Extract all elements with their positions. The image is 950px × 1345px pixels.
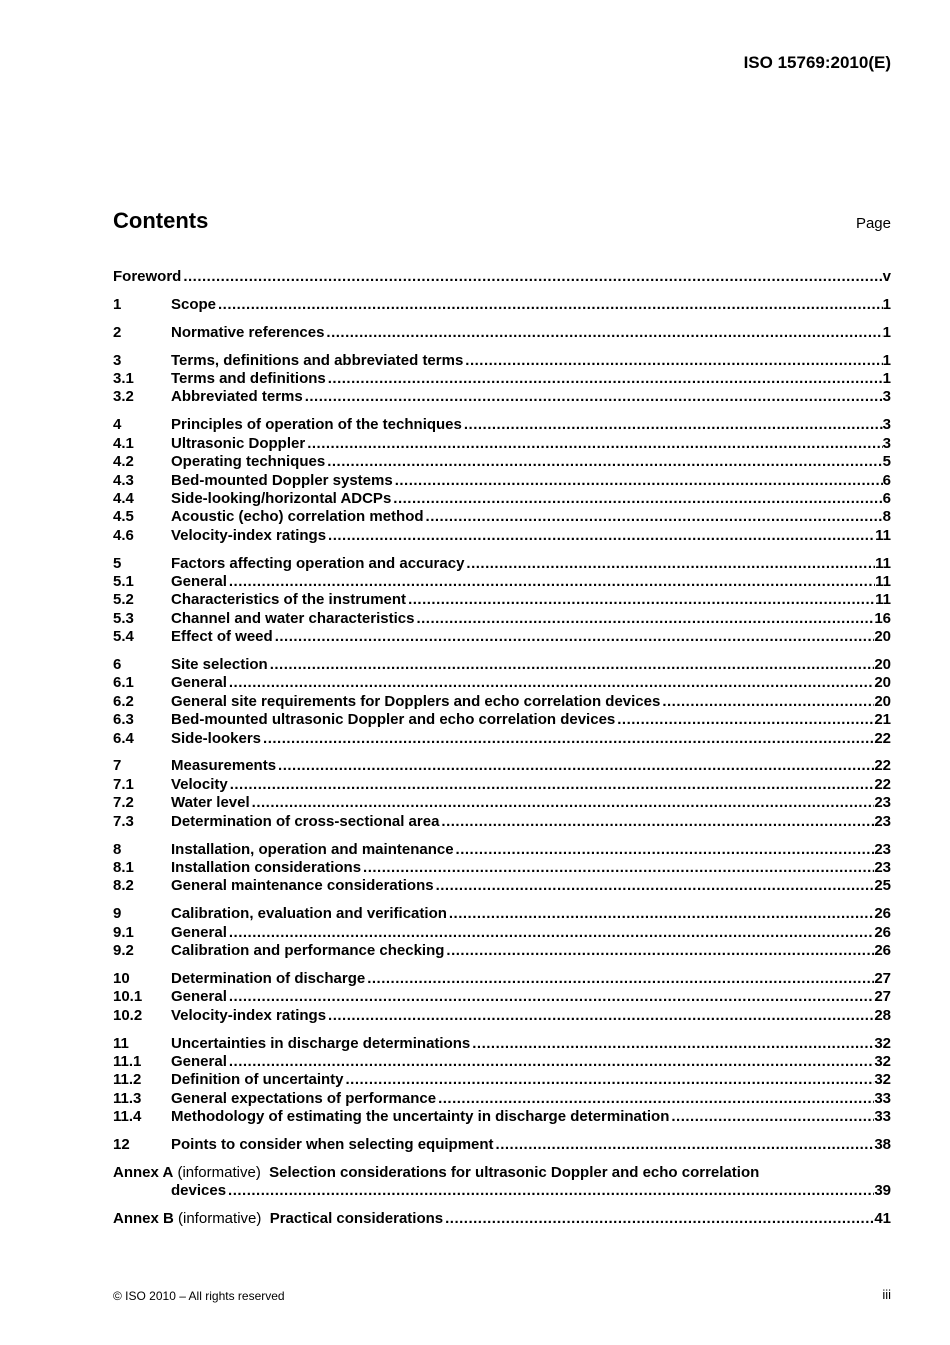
- toc-entry[interactable]: [113, 508, 891, 526]
- dot-leader: [496, 1136, 875, 1154]
- dot-leader: [229, 573, 875, 591]
- toc-entry-title: General expectations of performance: [171, 1089, 437, 1107]
- toc-entry-page: 20: [874, 692, 891, 710]
- toc-entry-number: 11: [113, 1034, 129, 1052]
- dot-leader: [263, 730, 874, 748]
- toc-entry-number: 6.3: [113, 711, 134, 729]
- dot-leader: [662, 693, 874, 711]
- dot-leader: [229, 1053, 874, 1071]
- toc-entry-title: Scope: [171, 295, 217, 313]
- toc-entry[interactable]: [113, 794, 891, 812]
- dot-leader: [328, 370, 883, 388]
- dot-leader: [671, 1108, 874, 1126]
- toc-entry-number: 11.2: [113, 1071, 142, 1089]
- toc-entry-number: 3.1: [113, 370, 134, 388]
- toc-entry-page: 28: [874, 1006, 891, 1024]
- toc-entry-number: 7.3: [113, 812, 134, 830]
- toc-entry-number: 3.2: [113, 388, 134, 406]
- toc-entry-page: 20: [874, 656, 891, 674]
- toc-entry[interactable]: [113, 1007, 891, 1025]
- toc-entry-number: 8: [113, 840, 122, 858]
- toc-entry-page: 23: [874, 858, 891, 876]
- toc-entry-number: 1: [113, 295, 122, 313]
- toc-entry[interactable]: [113, 1053, 891, 1071]
- dot-leader: [228, 1182, 874, 1200]
- toc-entry[interactable]: [113, 388, 891, 406]
- toc-entry-page: 11: [875, 526, 891, 544]
- toc-entry-page: 32: [874, 1034, 891, 1052]
- dot-leader: [393, 490, 882, 508]
- toc-entry-number: 12: [113, 1136, 130, 1154]
- toc-entry-page: 32: [874, 1071, 891, 1089]
- toc-entry-page: 23: [874, 840, 891, 858]
- toc-entry-number: 8.2: [113, 877, 134, 895]
- toc-entry-page: 27: [874, 969, 891, 987]
- dot-leader: [456, 841, 875, 859]
- toc-group: [113, 352, 891, 407]
- toc-entry-title: Operating techniques: [171, 453, 326, 471]
- toc-entry[interactable]: [113, 453, 891, 471]
- annex-page: 41: [874, 1210, 891, 1228]
- toc-entry[interactable]: [113, 905, 891, 923]
- toc-entry[interactable]: [113, 757, 891, 775]
- toc-entry[interactable]: [113, 841, 891, 859]
- toc-entry-number: 4.1: [113, 434, 134, 452]
- toc-entry-number: 10.1: [113, 988, 143, 1006]
- toc-entry-number: 6.2: [113, 692, 134, 710]
- toc-entry-number: 5.3: [113, 609, 134, 627]
- toc-entry[interactable]: [113, 610, 891, 628]
- toc-entry-number: 3: [113, 351, 122, 369]
- dot-leader: [230, 776, 875, 794]
- toc-entry-number: 4.6: [113, 526, 134, 544]
- toc-entry[interactable]: [113, 296, 891, 314]
- toc-entry-number: 5.1: [113, 572, 134, 590]
- toc-entry-title: Methodology of estimating the uncertainty in discharge determination: [171, 1108, 670, 1126]
- toc-group: [113, 555, 891, 647]
- annex-entry[interactable]: [113, 1210, 891, 1228]
- toc-entry-title: Calibration, evaluation and verification: [171, 905, 447, 923]
- toc-entry-page: 25: [874, 877, 891, 895]
- toc-entry-page: 22: [874, 729, 891, 747]
- toc-entry-number: 10: [113, 969, 130, 987]
- toc-entry[interactable]: [113, 877, 891, 895]
- dot-leader: [472, 1035, 874, 1053]
- toc-entry-page: 26: [874, 905, 891, 923]
- toc-entry[interactable]: [113, 591, 891, 609]
- toc-entry[interactable]: [113, 674, 891, 692]
- toc-entry-title: Velocity-index ratings: [171, 526, 327, 544]
- copyright-notice: © ISO 2010 – All rights reserved: [113, 1289, 285, 1303]
- dot-leader: [229, 988, 874, 1006]
- toc-entry-title: General site requirements for Dopplers and echo correlation devices: [171, 692, 661, 710]
- toc-entry[interactable]: [113, 1071, 891, 1089]
- table-of-contents: [113, 268, 891, 1238]
- annex-title: Selection considerations for ultrasonic Doppler and echo correlation: [269, 1163, 760, 1181]
- dot-leader: [416, 610, 874, 628]
- dot-leader: [278, 757, 874, 775]
- toc-entry-title: Calibration and performance checking: [171, 942, 445, 959]
- toc-entry-number: 8.1: [113, 858, 134, 876]
- toc-group: [113, 970, 891, 1025]
- dot-leader: [305, 388, 883, 406]
- toc-entry-page: 20: [874, 674, 891, 692]
- toc-entry[interactable]: [113, 988, 891, 1006]
- toc-group: [113, 905, 891, 960]
- dot-leader: [307, 435, 882, 453]
- dot-leader: [367, 970, 874, 988]
- toc-entry-title: General: [171, 988, 227, 1006]
- toc-entry[interactable]: [113, 370, 891, 388]
- dot-leader: [328, 1007, 874, 1025]
- toc-entry-title: Acoustic (echo) correlation method: [171, 508, 424, 526]
- toc-entry-title: Factors affecting operation and accuracy: [171, 554, 465, 572]
- toc-entry[interactable]: [113, 435, 891, 453]
- toc-entry-page: 1: [882, 351, 891, 369]
- toc-entry-page: 1: [882, 370, 891, 388]
- toc-group: [113, 1035, 891, 1127]
- toc-entry-title: Installation considerations: [171, 858, 362, 876]
- toc-entry[interactable]: [113, 555, 891, 573]
- toc-entry-page: 3: [882, 416, 891, 434]
- document-id: ISO 15769:2010(E): [743, 53, 891, 72]
- annex-heading: [113, 1210, 445, 1228]
- dot-leader: [445, 1210, 874, 1228]
- toc-entry-number: 10.2: [113, 1006, 143, 1024]
- dot-leader: [436, 877, 875, 895]
- toc-entry[interactable]: [113, 656, 891, 674]
- toc-entry-page: 8: [882, 508, 891, 526]
- toc-entry-number: 4.2: [113, 453, 134, 471]
- toc-entry-number: 7: [113, 757, 122, 775]
- toc-entry[interactable]: [113, 730, 891, 748]
- toc-entry-number: 7.2: [113, 794, 134, 812]
- toc-entry[interactable]: [113, 472, 891, 490]
- dot-leader: [395, 472, 883, 490]
- toc-entry-title: Determination of cross-sectional area: [171, 812, 440, 830]
- page-number: iii: [882, 1287, 891, 1302]
- toc-entry-page: 33: [874, 1089, 891, 1107]
- toc-entry-number: 4.5: [113, 508, 134, 526]
- toc-entry[interactable]: [113, 970, 891, 988]
- dot-leader: [326, 324, 882, 342]
- annex-entry[interactable]: [113, 1164, 891, 1201]
- page-column-label: Page: [855, 215, 891, 232]
- toc-entry[interactable]: [113, 628, 891, 646]
- toc-entry-title: Terms and definitions: [171, 370, 326, 388]
- toc-entry-page: 22: [874, 757, 891, 775]
- toc-entry-number: 4: [113, 416, 122, 434]
- toc-entry-page: 11: [875, 554, 891, 572]
- toc-entry[interactable]: [113, 693, 891, 711]
- dot-leader: [363, 859, 874, 877]
- dot-leader: [229, 674, 874, 692]
- toc-entry-title: General: [171, 923, 227, 941]
- dot-leader: [465, 352, 882, 370]
- annex-title-line2: devices: [171, 1182, 227, 1200]
- toc-entry-title: Abbreviated terms: [171, 388, 303, 406]
- toc-entry-number: 9.2: [113, 942, 134, 959]
- dot-leader: [408, 591, 875, 609]
- toc-entry[interactable]: [113, 527, 891, 545]
- toc-entry-title: Characteristics of the instrument: [171, 591, 407, 609]
- toc-entry-number: 9: [113, 905, 122, 923]
- dot-leader: [252, 794, 875, 812]
- toc-entry[interactable]: [113, 942, 891, 960]
- dot-leader: [328, 527, 875, 545]
- toc-entry-page: 23: [874, 794, 891, 812]
- toc-group: [113, 268, 891, 286]
- toc-entry[interactable]: [113, 416, 891, 434]
- toc-entry-page: 3: [882, 434, 891, 452]
- toc-group: [113, 296, 891, 314]
- toc-entry[interactable]: [113, 324, 891, 342]
- toc-entry-title: General maintenance considerations: [171, 877, 434, 895]
- toc-entry-page: 27: [874, 988, 891, 1006]
- toc-entry-page: 26: [874, 923, 891, 941]
- toc-entry-title: Definition of uncertainty: [171, 1071, 344, 1089]
- toc-entry-number: 7.1: [113, 775, 134, 793]
- toc-entry-page: 20: [874, 628, 891, 646]
- toc-group: [113, 757, 891, 831]
- annex-label: Annex B: [113, 1210, 174, 1228]
- dot-leader: [438, 1090, 874, 1108]
- toc-entry-page: 6: [882, 489, 891, 507]
- dot-leader: [270, 656, 875, 674]
- toc-entry-number: 2: [113, 323, 122, 341]
- toc-entry-title: Site selection: [171, 656, 268, 674]
- toc-entry-title: Principles of operation of the techniques: [171, 416, 462, 434]
- toc-entry-title: Velocity: [171, 775, 228, 793]
- toc-entry-number: 5.2: [113, 591, 134, 609]
- toc-entry-title: Uncertainties in discharge determinations: [171, 1034, 471, 1052]
- toc-entry-page: 32: [874, 1052, 891, 1070]
- toc-group: [113, 416, 891, 545]
- toc-entry-title: General: [171, 674, 227, 692]
- dot-leader: [449, 905, 874, 923]
- dot-leader: [441, 813, 874, 831]
- toc-entry-number: 5: [113, 554, 122, 572]
- toc-entry-page: 3: [882, 388, 891, 406]
- toc-group: [113, 1136, 891, 1154]
- toc-entry-title: General: [171, 1052, 227, 1070]
- dot-leader: [464, 416, 883, 434]
- toc-entry[interactable]: [113, 490, 891, 508]
- toc-entry-number: 5.4: [113, 628, 134, 646]
- toc-group: [113, 324, 891, 342]
- dot-leader: [446, 942, 874, 960]
- toc-entry[interactable]: [113, 1090, 891, 1108]
- toc-entry-title: Side-looking/horizontal ADCPs: [171, 489, 392, 507]
- toc-entry-page: 22: [874, 775, 891, 793]
- toc-entry[interactable]: [113, 1035, 891, 1053]
- annex-type: (informative): [178, 1210, 262, 1228]
- annex-title: Practical considerations: [269, 1210, 444, 1228]
- toc-entry-title: Side-lookers: [171, 729, 262, 747]
- dot-leader: [327, 453, 882, 471]
- dot-leader: [426, 508, 883, 526]
- page-title: Contents: [113, 208, 209, 233]
- toc-group: [113, 656, 891, 748]
- toc-entry-page: 38: [874, 1136, 891, 1154]
- toc-entry-title: Bed-mounted Doppler systems: [171, 471, 393, 489]
- toc-entry-title: Points to consider when selecting equipment: [171, 1136, 494, 1154]
- toc-entry-number: 4.4: [113, 489, 134, 507]
- dot-leader: [218, 296, 883, 314]
- toc-entry-title: Velocity-index ratings: [171, 1006, 327, 1024]
- toc-entry-title: Terms, definitions and abbreviated terms: [171, 351, 464, 369]
- dot-leader: [466, 555, 875, 573]
- toc-entry-page: 5: [882, 453, 891, 471]
- annex-heading: [113, 1164, 891, 1182]
- toc-entry[interactable]: [113, 268, 891, 286]
- annex-title-continuation: [113, 1182, 891, 1200]
- toc-entry[interactable]: [113, 924, 891, 942]
- dot-leader: [275, 628, 875, 646]
- toc-entry-title: Installation, operation and maintenance: [171, 840, 454, 858]
- toc-entry-title: Determination of discharge: [171, 969, 366, 987]
- toc-entry-page: 33: [874, 1108, 891, 1126]
- toc-entry-title: Foreword: [113, 268, 182, 285]
- toc-entry-page: 1: [882, 323, 891, 341]
- toc-entry-title: Measurements: [171, 757, 277, 775]
- toc-entry-page: 21: [874, 711, 891, 729]
- toc-entry-number: 11.3: [113, 1089, 142, 1107]
- toc-entry-page: v: [882, 268, 891, 285]
- toc-entry-page: 26: [874, 942, 891, 959]
- toc-entry[interactable]: [113, 859, 891, 877]
- toc-entry-number: 6: [113, 656, 122, 674]
- toc-entry[interactable]: [113, 352, 891, 370]
- toc-entry-number: 4.3: [113, 471, 134, 489]
- toc-entry-title: Water level: [171, 794, 250, 812]
- toc-entry-title: Ultrasonic Doppler: [171, 434, 306, 452]
- dot-leader: [617, 711, 874, 729]
- toc-entry[interactable]: [113, 1136, 891, 1154]
- dot-leader: [229, 924, 874, 942]
- toc-entry[interactable]: [113, 1108, 891, 1126]
- toc-entry-page: 23: [874, 812, 891, 830]
- toc-entry-page: 16: [874, 609, 891, 627]
- toc-entry-page: 6: [882, 471, 891, 489]
- toc-entry[interactable]: [113, 813, 891, 831]
- toc-entry[interactable]: [113, 711, 891, 729]
- toc-entry-title: General: [171, 572, 227, 590]
- toc-entry-title: Channel and water characteristics: [171, 609, 415, 627]
- annex-page: 39: [874, 1182, 891, 1200]
- toc-entry[interactable]: [113, 573, 891, 591]
- toc-entry-number: 11.1: [113, 1052, 142, 1070]
- toc-entry-page: 11: [875, 572, 891, 590]
- dot-leader: [183, 268, 882, 286]
- toc-group: [113, 841, 891, 896]
- toc-entry-title: Bed-mounted ultrasonic Doppler and echo correlation devices: [171, 711, 616, 729]
- annex-label: Annex A: [113, 1163, 174, 1181]
- toc-entry-number: 6.1: [113, 674, 134, 692]
- dot-leader: [346, 1071, 875, 1089]
- annex-row: [113, 1210, 891, 1228]
- toc-entry-page: 11: [875, 591, 891, 609]
- toc-entry-page: 1: [882, 295, 891, 313]
- toc-entry[interactable]: [113, 776, 891, 794]
- toc-entry-title: Effect of weed: [171, 628, 273, 646]
- toc-entry-number: 9.1: [113, 923, 134, 941]
- annex-type: (informative): [177, 1163, 261, 1181]
- toc-entry-title: Normative references: [171, 323, 325, 341]
- toc-entry-number: 6.4: [113, 729, 134, 747]
- toc-entry-number: 11.4: [113, 1108, 142, 1126]
